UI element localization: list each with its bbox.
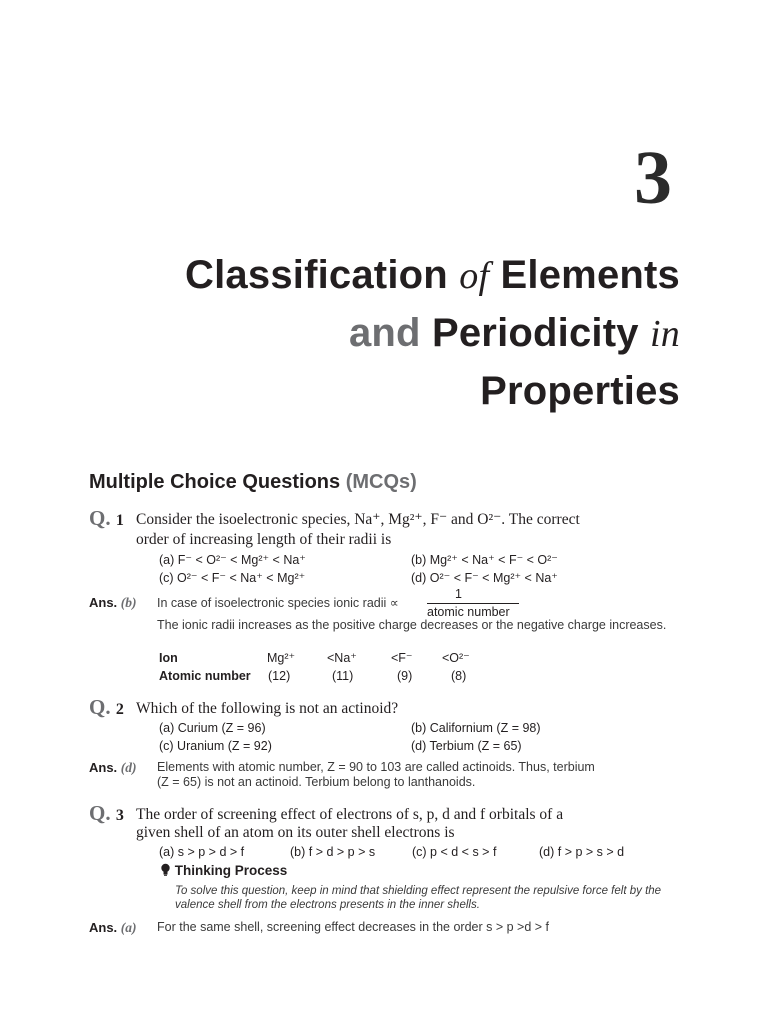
q2-text-line-1: Which of the following is not an actinoid?: [136, 700, 399, 717]
chapter-title-line-2: [349, 313, 680, 353]
q1-fraction-denominator: atomic number: [427, 605, 510, 619]
q1-option-a: (a) F⁻ < O²⁻ < Mg²⁺ < Na⁺: [159, 553, 306, 567]
q2-ans-letter: (d): [120, 760, 137, 775]
q3-thinking-heading-text: Thinking Process: [174, 863, 288, 878]
q1-table-row1-label: Ion: [159, 651, 178, 665]
q3-option-a: (a) s > p > d > f: [159, 845, 245, 859]
q1-table-an-2: (11): [332, 669, 354, 683]
q1-table-an-1: (12): [268, 669, 291, 683]
title-word-and: and: [348, 311, 421, 355]
q1-table-ion-2: <Na⁺: [327, 651, 357, 665]
q2-option-d: (d) Terbium (Z = 65): [411, 739, 522, 753]
q3-thinking-text: To solve this question, keep in mind that shielding effect represent the repulsive force felt by the valence shell from the electrons presents in the inner shells.: [175, 885, 662, 911]
q3-number: 3: [115, 807, 124, 824]
q2-ans-text: Ans.: [89, 760, 118, 775]
q1-option-d: (d) O²⁻ < F⁻ < Mg²⁺ < Na⁺: [411, 571, 558, 585]
q3-option-c: (c) p < d < s > f: [412, 845, 497, 859]
q2-option-a: (a) Curium (Z = 96): [159, 721, 266, 735]
q3-option-b: (b) f > d > p > s: [290, 845, 376, 859]
q2-q: Q.: [89, 695, 111, 719]
chapter-number: 3: [634, 136, 672, 220]
q3-thinking-heading: [160, 863, 287, 878]
chapter-title-line-1: [185, 255, 680, 295]
q3-text-line-1: The order of screening effect of electrons of s, p, d and f orbitals of a: [136, 806, 564, 823]
q1-table-row2-label: Atomic number: [159, 669, 251, 683]
q1-fraction-bar: [427, 603, 519, 604]
section-heading: [89, 471, 417, 494]
q1-table-an-4: (8): [451, 669, 467, 683]
title-word-periodicity: Periodicity: [431, 311, 639, 355]
lightbulb-icon: [160, 863, 175, 878]
title-word-in: in: [650, 313, 680, 355]
q1-answer-paragraph: The ionic radii increases as the positive charge decreases or the negative charge increases.: [157, 618, 667, 632]
q3-label: [89, 801, 124, 826]
q2-option-b: (b) Californium (Z = 98): [411, 721, 541, 735]
q1-answer-label: [89, 595, 137, 611]
q3-text-line-2: given shell of an atom on its outer shell electrons is: [136, 824, 455, 841]
q2-label: [89, 695, 124, 720]
q1-option-b: (b) Mg²⁺ < Na⁺ < F⁻ < O²⁻: [411, 553, 558, 567]
q1-text-line-1: Consider the isoelectronic species, Na⁺, Mg²⁺, F⁻ and O²⁻. The correct: [136, 511, 580, 528]
section-heading-text: Multiple Choice Questions: [89, 471, 341, 493]
section-heading-tag: (MCQs): [345, 471, 417, 493]
q3-ans-text: Ans.: [89, 920, 118, 935]
q1-answer-line-1: In case of isoelectronic species ionic radii ∝: [157, 596, 399, 610]
q2-number: 2: [115, 701, 124, 718]
q1-number: 1: [115, 512, 124, 529]
q1-table-ion-1: Mg²⁺: [267, 651, 296, 665]
title-word-properties: Properties: [480, 369, 680, 413]
q1-label: [89, 506, 124, 531]
chapter-title-line-3: [480, 371, 680, 411]
q1-q: Q.: [89, 506, 111, 530]
title-word-elements: Elements: [500, 253, 680, 297]
q1-table-ion-3: <F⁻: [391, 651, 413, 665]
q2-answer-line-2: (Z = 65) is not an actinoid. Terbium belong to lanthanoids.: [157, 775, 476, 789]
q2-answer-line-1: Elements with atomic number, Z = 90 to 103 are called actinoids. Thus, terbium: [157, 760, 595, 774]
q3-q: Q.: [89, 801, 111, 825]
title-word-of: of: [459, 255, 490, 297]
q3-answer-line-1: For the same shell, screening effect decreases in the order s > p >d > f: [157, 920, 549, 934]
q3-ans-letter: (a): [120, 920, 137, 935]
q2-answer-label: [89, 760, 137, 776]
q1-text-line-2: order of increasing length of their radii is: [136, 531, 392, 548]
q1-option-c: (c) O²⁻ < F⁻ < Na⁺ < Mg²⁺: [159, 571, 306, 585]
q1-ans-letter: (b): [120, 595, 137, 610]
q3-option-d: (d) f > p > s > d: [539, 845, 625, 859]
title-word-classification: Classification: [185, 253, 448, 297]
q1-fraction-numerator: 1: [455, 587, 462, 601]
q1-table-an-3: (9): [397, 669, 413, 683]
q1-table-ion-4: <O²⁻: [442, 651, 470, 665]
q2-option-c: (c) Uranium (Z = 92): [159, 739, 272, 753]
q3-answer-label: [89, 920, 137, 936]
q1-ans-text: Ans.: [89, 595, 118, 610]
